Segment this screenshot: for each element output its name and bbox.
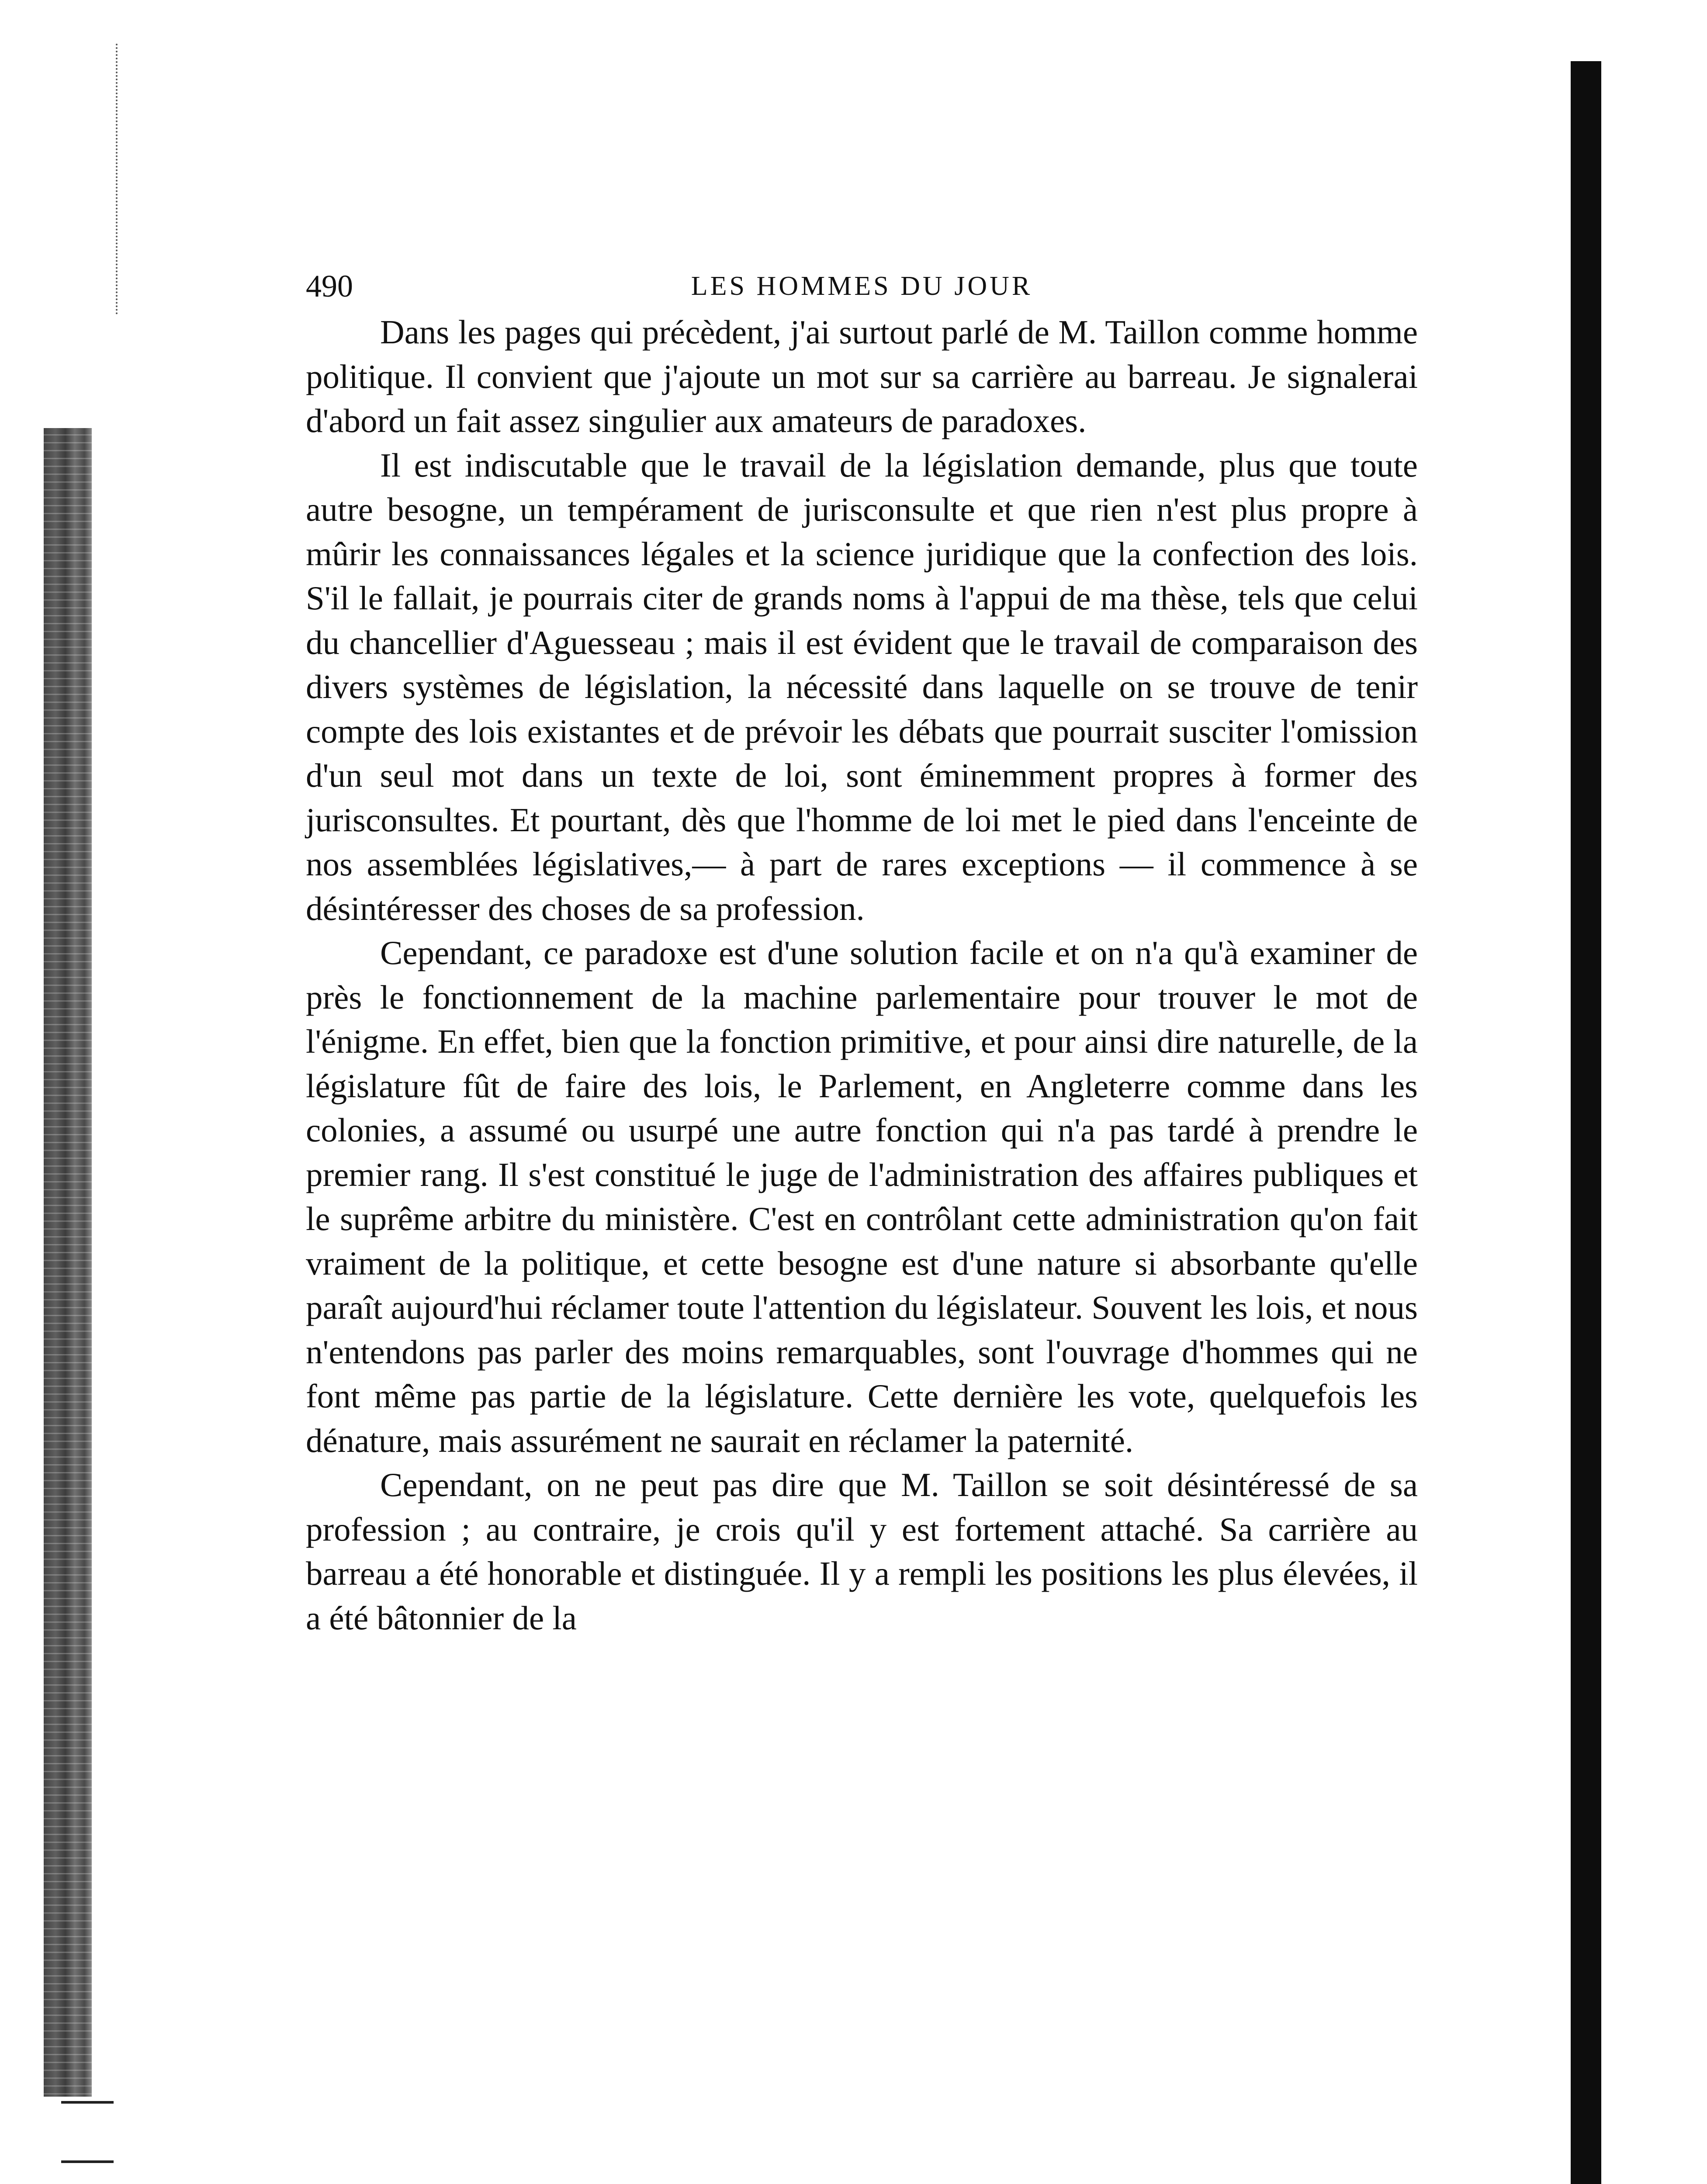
scan-left-edge-lines [61, 2101, 114, 2163]
paragraph: Cependant, on ne peut pas dire que M. Taillon se soit désintéressé de sa profession ; au contraire, je crois qu'il y est fortement attaché. Sa carrière au barreau a été honorable et distinguée. Il y a rempli les positions les plus élevées, il a été bâtonnier de la [306, 1466, 1418, 1637]
running-head [306, 262, 1418, 310]
scan-left-edge-shadow [44, 428, 92, 2097]
book-page [306, 262, 1418, 1640]
paragraph: Cependant, ce paradoxe est d'une solution facile et on n'a qu'à examiner de près le fonctionnement de la machine parlementaire pour trouver le mot de l'énigme. En effet, bien que la fonction primitive, et pour ainsi dire naturelle, de la législature fût de faire des lois, le Parlement, en Angleterre comme dans les colonies, a assumé ou usurpé une autre fonction qui n'a pas tardé à prendre le premier rang. Il s'est constitué le juge de l'administration des affaires publiques et le suprême arbitre du ministère. C'est en contrôlant cette administration qu'on fait vraiment de la politique, et cette besogne est d'une nature si absorbante qu'elle paraît aujourd'hui réclamer toute l'attention du législateur. Souvent les lois, et nous n'entendons pas parler des moins remarquables, sont l'ouvrage d'hommes qui ne font même pas partie de la législature. Cette dernière les vote, quelquefois les dénature, mais assurément ne saurait en réclamer la paternité. [306, 934, 1418, 1459]
paragraph: Il est indiscutable que le travail de la législation demande, plus que toute autre besogne, un tempérament de jurisconsulte et que rien n'est plus propre à mûrir les connaissances légales et la science juridique que la confection des lois. S'il le fallait, je pourrais citer de grands noms à l'appui de ma thèse, tels que celui du chancellier d'Aguesseau ; mais il est évident que le travail de comparaison des divers systèmes de législation, la nécessité dans laquelle on se trouve de tenir compte des lois existantes et de prévoir les débats que pourrait susciter l'omission d'un seul mot dans un texte de loi, sont éminemment propres à former des jurisconsultes. Et pourtant, dès que l'homme de loi met le pied dans l'enceinte de nos assemblées législatives,— à part de rares exceptions — il commence à se désintéresser des choses de sa profession. [306, 446, 1418, 927]
page-number: 490 [306, 269, 353, 304]
body-text [306, 310, 1418, 1640]
running-title: LES HOMMES DU JOUR [691, 271, 1033, 301]
scan-edge-ticks [116, 44, 123, 314]
paragraph: Dans les pages qui précèdent, j'ai surtout parlé de M. Taillon comme homme politique. Il convient que j'ajoute un mot sur sa carrière au barreau. Je signalerai d'abord un fait assez singulier aux amateurs de paradoxes. [306, 313, 1418, 439]
scan-right-edge-shadow [1571, 61, 1601, 2184]
